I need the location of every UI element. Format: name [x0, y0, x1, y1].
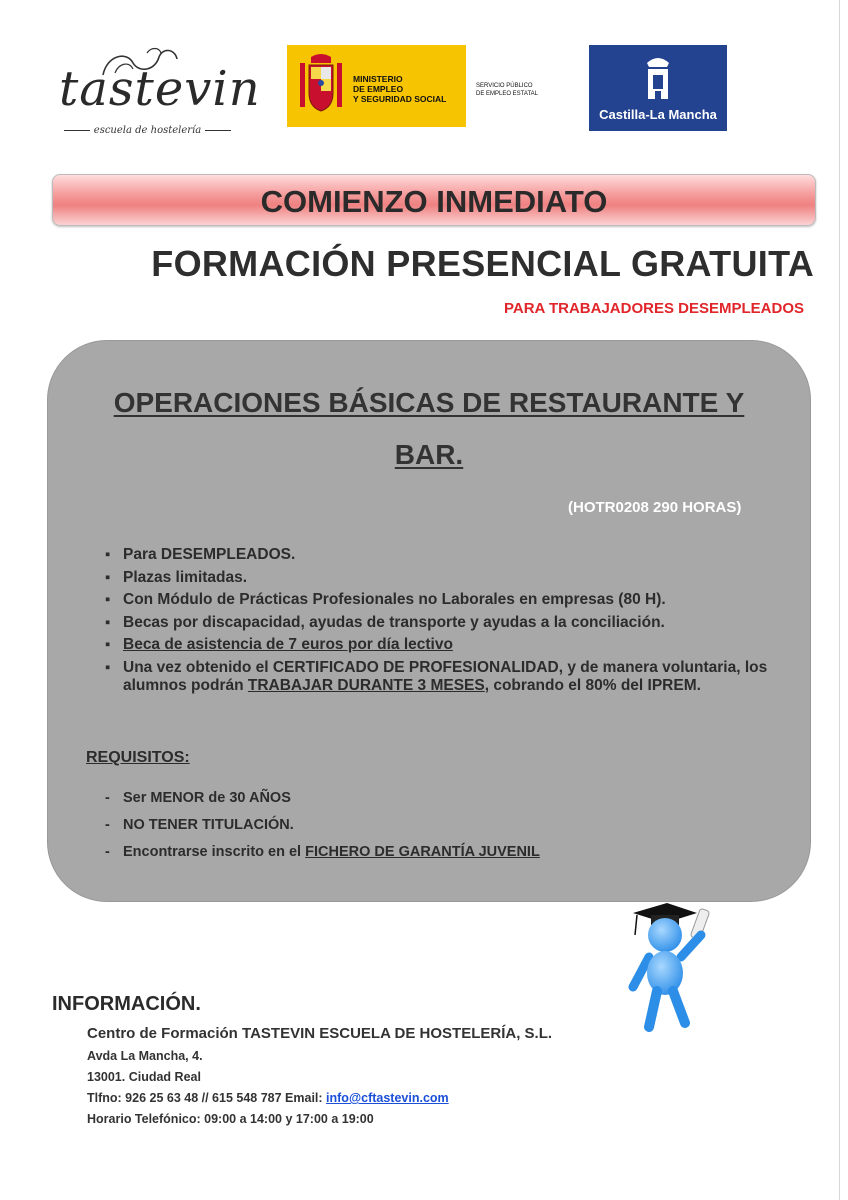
center-name: Centro de Formación TASTEVIN ESCUELA DE HOSTELERÍA, S.L.: [87, 1025, 553, 1042]
castilla-la-mancha-logo: [589, 45, 727, 131]
castilla-la-mancha-text: Castilla-La Mancha: [599, 107, 717, 122]
banner-title: COMIENZO INMEDIATO: [260, 184, 608, 219]
requirement-item: - Ser MENOR de 30 AÑOS: [103, 789, 540, 807]
requirement-item: - NO TENER TITULACIÓN.: [103, 816, 540, 834]
info-title: INFORMACIÓN.: [52, 993, 201, 1015]
contact-info: [87, 1022, 552, 1130]
phone-hours: Horario Telefónico: 09:00 a 14:00 y 17:00 a 19:00: [87, 1112, 374, 1126]
city: 13001. Ciudad Real: [87, 1070, 201, 1084]
address: Avda La Mancha, 4.: [87, 1049, 203, 1063]
requirements-list: [103, 789, 540, 870]
scan-edge-divider: [839, 0, 840, 1200]
course-code: (HOTR0208 290 HORAS): [568, 499, 742, 516]
phone-line: Tlfno: 926 25 63 48 // 615 548 787 Email: info@cftastevin.com: [87, 1091, 449, 1105]
tastevin-tagline: escuela de hostelería: [55, 125, 240, 136]
requirements-title: REQUISITOS:: [86, 749, 190, 766]
requirement-item: - Encontrarse inscrito en el FICHERO DE GARANTÍA JUVENIL: [103, 843, 540, 861]
course-box: [47, 340, 811, 902]
subtitle: PARA TRABAJADORES DESEMPLEADOS: [503, 300, 804, 317]
bullet-item: ▪ Una vez obtenido el CERTIFICADO DE PROFESIONALIDAD, y de manera voluntaria, los alumnos podrán TRABAJAR DURANTE 3 MESES, cobrando el 80% del IPREM.: [103, 659, 793, 696]
main-title: FORMACIÓN PRESENCIAL GRATUITA: [151, 243, 814, 284]
start-banner: [52, 174, 816, 226]
course-title: OPERACIONES BÁSICAS DE RESTAURANTE Y BAR.: [113, 387, 745, 470]
course-bullet-list: [103, 546, 793, 700]
email-link[interactable]: info@cftastevin.com: [326, 1091, 449, 1105]
graduate-figure-icon: [625, 895, 725, 1035]
tastevin-wordmark: tastevin: [59, 61, 261, 117]
servicio-publico-text: SERVICIO PÚBLICO DE EMPLEO ESTATAL: [476, 83, 539, 97]
ministerio-logo: [287, 45, 466, 127]
bullet-item: ▪ Becas por discapacidad, ayudas de transporte y ayudas a la conciliación.: [103, 614, 793, 633]
bullet-item: ▪ Para DESEMPLEADOS.: [103, 546, 793, 565]
coat-of-arms-icon: [297, 53, 345, 119]
ministerio-text: MINISTERIO DE EMPLEO Y SEGURIDAD SOCIAL: [353, 74, 447, 104]
bullet-item: ▪ Con Módulo de Prácticas Profesionales no Laborales en empresas (80 H).: [103, 591, 793, 610]
tastevin-logo: [55, 45, 261, 145]
castle-crown-icon: [641, 53, 675, 101]
bullet-item: ▪ Plazas limitadas.: [103, 569, 793, 588]
bullet-item: ▪ Beca de asistencia de 7 euros por día lectivo: [103, 636, 793, 655]
